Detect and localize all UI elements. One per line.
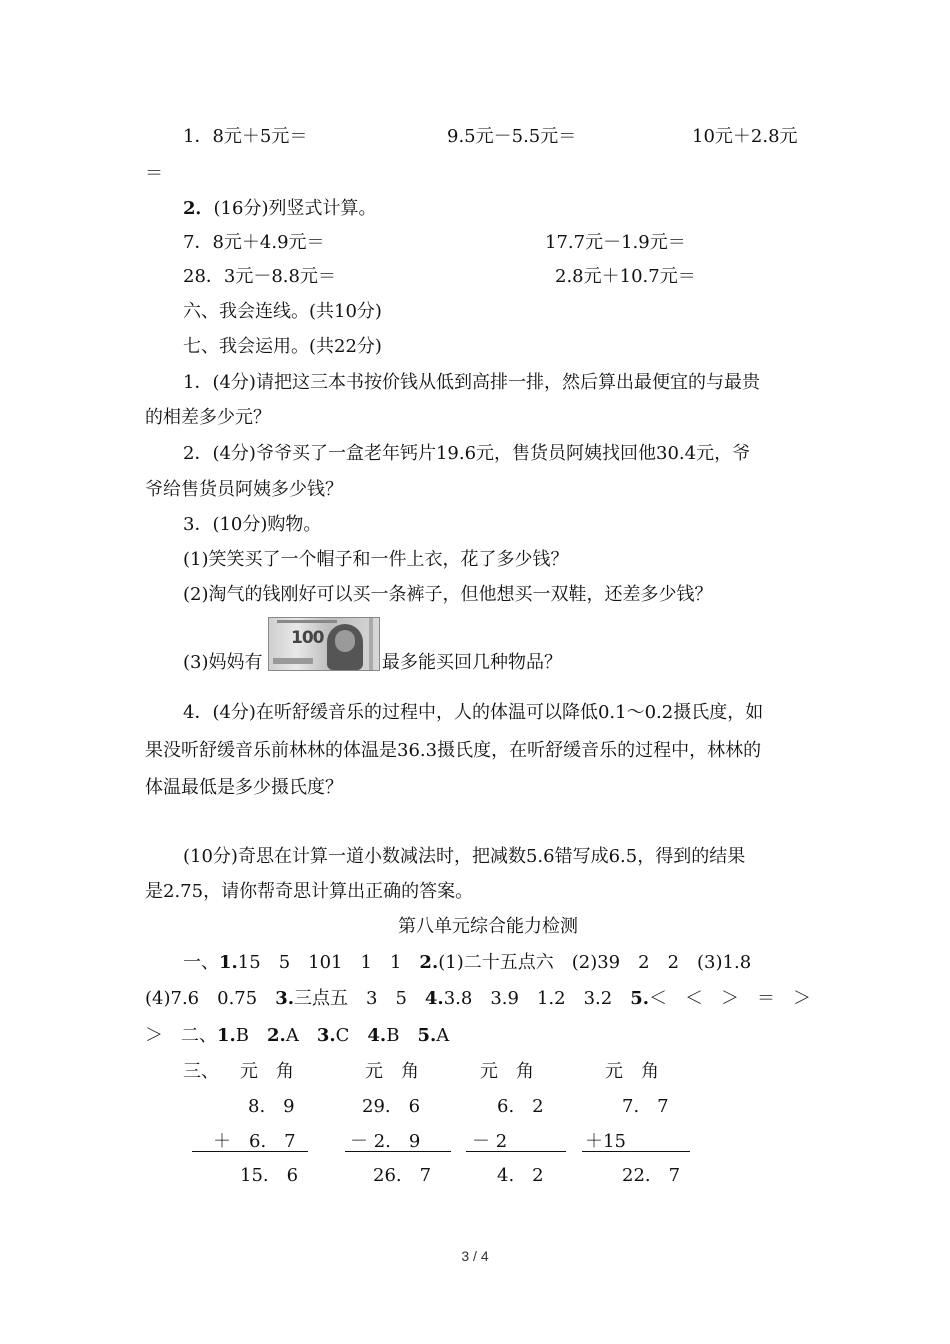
p2-line1: 2．(4分)爷爷买了一盒老年钙片19.6元，售货员阿姨找回他30.4元，爷 — [183, 443, 751, 464]
vertical-rule-1 — [192, 1151, 308, 1152]
vertical-row3-4: 22. 7 — [622, 1165, 681, 1186]
vertical-row3-1: 15. 6 — [240, 1165, 299, 1186]
p2-line2: 爷给售货员阿姨多少钱？ — [145, 479, 343, 500]
vertical-row2-2: － 2. 9 — [350, 1131, 421, 1152]
banknote-100-image — [268, 617, 380, 671]
vertical-row1-1: 8. 9 — [248, 1096, 295, 1117]
q2-d: 2.8元＋10.7元＝ — [555, 266, 696, 287]
vertical-rule-4 — [582, 1151, 690, 1152]
vertical-row1-2: 29. 6 — [362, 1096, 421, 1117]
p4-line3: 体温最低是多少摄氏度？ — [145, 777, 343, 798]
vertical-header-3: 元 角 — [480, 1061, 534, 1082]
page-number: 3 / 4 — [461, 1248, 489, 1264]
q2-c: 28．3元－8.8元＝ — [183, 266, 336, 287]
p1-line2: 的相差多少元？ — [145, 407, 271, 428]
q2-heading — [183, 197, 376, 221]
vertical-row1-4: 7. 7 — [622, 1096, 669, 1117]
p3-sub3-b: 最多能买回几种物品？ — [382, 652, 562, 673]
q2-b: 17.7元－1.9元＝ — [545, 232, 686, 253]
p1-line1: 1．(4分)请把这三本书按价钱从低到高排一排，然后算出最便宜的与最贵 — [183, 372, 760, 393]
vertical-row3-3: 4. 2 — [497, 1165, 544, 1186]
p3-title: 3．(10分)购物。 — [183, 514, 322, 535]
bonus-line1: (10分)奇思在计算一道小数减法时，把减数5.6错写成6.5，得到的结果 — [183, 846, 746, 867]
q2-a: 7．8元＋4.9元＝ — [183, 232, 325, 253]
q2-number: 2． — [183, 198, 214, 219]
vertical-label: 三、 — [183, 1061, 219, 1082]
vertical-row3-2: 26. 7 — [373, 1165, 432, 1186]
p4-line1: 4．(4分)在听舒缓音乐的过程中，人的体温可以降低0.1～0.2摄氏度，如 — [183, 702, 764, 723]
p4-line2: 果没听舒缓音乐前林林的体温是36.3摄氏度，在听舒缓音乐的过程中，林林的 — [145, 740, 762, 761]
vertical-header-1: 元 角 — [240, 1061, 294, 1082]
answer-line3: ＞ 二、1.B 2.A 3.C 4.B 5.A — [145, 1025, 450, 1046]
vertical-header-2: 元 角 — [365, 1061, 419, 1082]
p3-sub1: (1)笑笑买了一个帽子和一件上衣，花了多少钱？ — [183, 549, 569, 570]
banknote-denomination: 100 — [291, 628, 324, 648]
vertical-row2-3: － 2 — [472, 1131, 508, 1152]
section-6: 六、我会连线。(共10分) — [183, 301, 382, 322]
vertical-rule-2 — [345, 1151, 451, 1152]
q2-text: (16分)列竖式计算。 — [213, 198, 377, 219]
bonus-line2: 是2.75，请你帮奇思计算出正确的答案。 — [145, 881, 474, 902]
vertical-row2-1: ＋ 6. 7 — [213, 1131, 296, 1152]
section-7: 七、我会运用。(共22分) — [183, 336, 382, 357]
vertical-rule-3 — [466, 1151, 566, 1152]
answer-line2: (4)7.6 0.75 3.三点五 3 5 4.3.8 3.9 1.2 3.2 5.＜ ＜ ＞ ＝ ＞ — [145, 988, 812, 1009]
vertical-row2-4: ＋15 — [585, 1131, 626, 1152]
q1-b: 9.5元－5.5元＝ — [447, 126, 577, 147]
vertical-header-4: 元 角 — [605, 1061, 659, 1082]
q1-c-cont: ＝ — [145, 163, 163, 184]
vertical-row1-3: 6. 2 — [497, 1096, 544, 1117]
answer-title: 第八单元综合能力检测 — [398, 916, 578, 937]
p3-sub3-a: (3)妈妈有 — [183, 652, 263, 673]
q1-c: 10元＋2.8元 — [692, 126, 798, 147]
answer-line1: 一、1.15 5 101 1 1 2.(1)二十五点六 (2)39 2 2 (3)1.8 — [183, 952, 752, 973]
p3-sub2: (2)淘气的钱刚好可以买一条裤子，但他想买一双鞋，还差多少钱？ — [183, 584, 713, 605]
q1-a: 1．8元＋5元＝ — [183, 126, 308, 147]
